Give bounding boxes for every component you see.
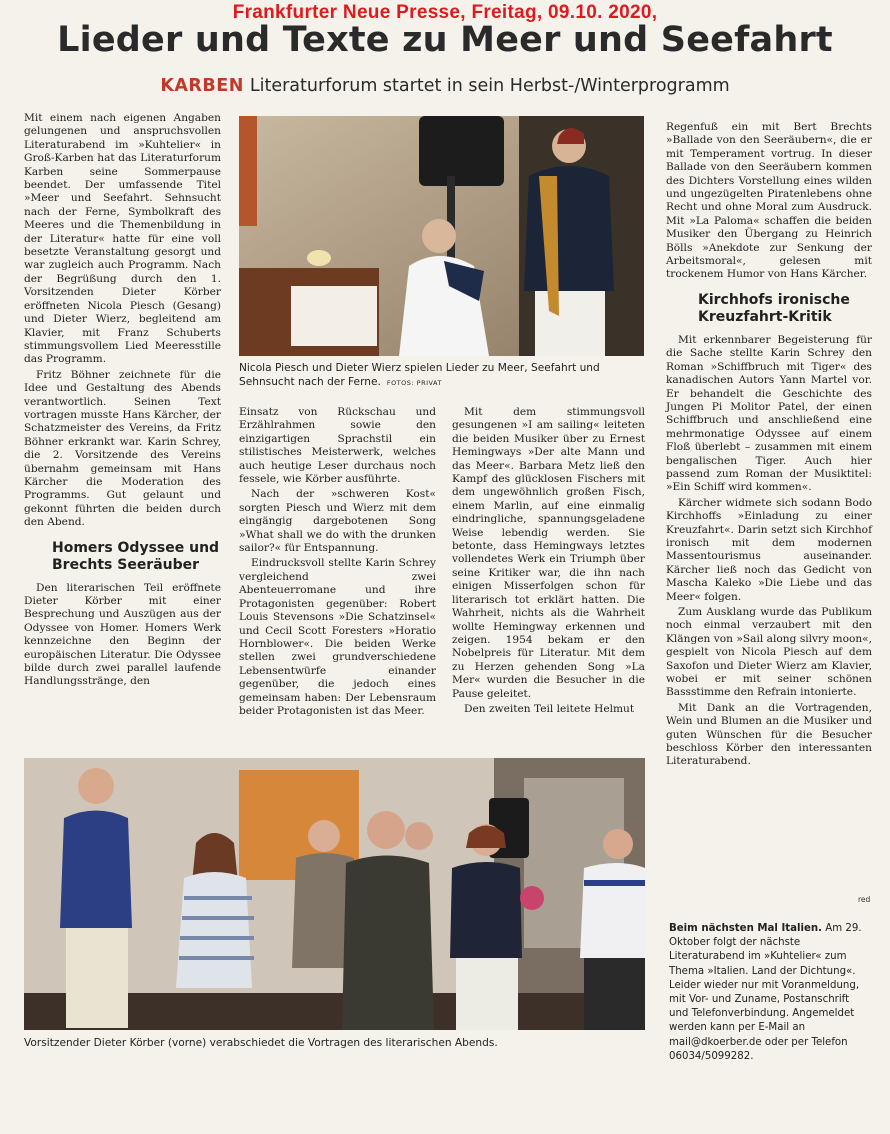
- paragraph: Nach der »schweren Kost« sorgten Piesch und Wierz mit dem eingängig dargebotenen Song »What shall we do with the drunken sailor?« für Entspannung.: [239, 488, 436, 555]
- column-3: [452, 406, 645, 746]
- photo-musicians-caption: [239, 361, 647, 390]
- kicker: KARBEN: [160, 76, 244, 96]
- paragraph: Fritz Böhner zeichnete für die Idee und Gestaltung des Abends verantwortlich. Seinen Text vortragen musste Hans Kärcher, der Schatzmeister des Vereins, da Fritz Böhner erkrankt war. Karin Schrey, die 2. Vorsitzende des Vereins übernahm gemeinsam mit Hans Kärcher die Moderation des Programms. Gut gelaunt und gekonnt führten die beiden durch den Abend.: [24, 368, 221, 529]
- column-2: [239, 406, 436, 746]
- photo-musicians: [239, 116, 644, 356]
- paragraph: Kärcher widmete sich sodann Bodo Kirchhoffs »Einladung zu einer Kreuzfahrt«. Darin setzt sich Kirchhof ironisch mit dem modernen Massentourismus auseinander. Kärcher ließ noch das Gedicht von Mascha Kaleko »Die Liebe und das Meer« folgen.: [666, 496, 872, 603]
- author-tag: red: [858, 895, 871, 904]
- paragraph: Regenfuß ein mit Bert Brechts »Ballade von den Seeräubern«, die er mit Temperament vortrug. In dieser Ballade von den Seeräubern kommen des Dichters Vorstellung eines wilden und ungezügelten Piratenlebens ohne Recht und ohne Moral zum Ausdruck. Mit »La Paloma« schaffen die beiden Musiker den Übergang zu Heinrich Bölls »Anekdote zur Senkung der Arbeitsmoral«, gelesen mit trockenem Humor von Hans Kärcher.: [666, 121, 872, 281]
- photo-group-caption: Vorsitzender Dieter Körber (vorne) verabschiedet die Vortragen des literarischen Abends.: [24, 1037, 498, 1049]
- column-1: [24, 112, 221, 754]
- subheadline: Literaturforum startet in sein Herbst-/Winterprogramm: [249, 76, 730, 96]
- headline: Lieder und Texte zu Meer und Seefahrt: [57, 20, 833, 60]
- paragraph: Eindrucksvoll stellte Karin Schrey vergleichend zwei Abenteuerromane und ihre Protagonisten gegenüber: Robert Louis Stevensons »Die Schatzinsel« und Cecil Scott Foresters »Horatio Hornblower«. Die beiden Werke stellen zwei grundverschiedene Lebensentwürfe einander gegenüber, die jedoch eines gemeinsam haben: Der Lebensraum beider Protagonisten ist das Meer.: [239, 557, 436, 717]
- photo-credit: FOTOS: PRIVAT: [386, 379, 442, 387]
- section-heading: Kirchhofs ironische Kreuzfahrt-Kritik: [698, 291, 850, 325]
- paragraph: Den literarischen Teil eröffnete Dieter Körber mit einer Besprechung und Auszügen aus der Odyssee von Homer. Homers Werk kennzeichne den Beginn der europäischen Literatur. Die Odyssee bilde durch zwei parallel laufende Handlungsstränge, den: [24, 581, 221, 688]
- paragraph: Mit einem nach eigenen Angaben gelungenen und anspruchsvollen Literaturabend im »Kuhtelier« in Groß-Karben hat das Literaturforum Karben seine Sommerpause beendet. Der umfassende Titel »Meer und Seefahrt. Sehnsucht nach der Ferne, Symbolkraft des Meeres und die Themenbildung in der Literatur« hatte für eine voll besetzte Veranstaltung gesorgt und war zugleich auch Programm. Nach der Begrüßung durch den 1. Vorsitzenden Dieter Körber eröffneten Nicola Piesch (Gesang) und Dieter Wierz, begleitend am Klavier, mit Franz Schuberts stimmungsvollem Lied Meeresstille das Programm.: [24, 112, 221, 366]
- source-line: Frankfurter Neue Presse, Freitag, 09.10. 2020,: [232, 2, 658, 23]
- photo-group: [24, 758, 645, 1030]
- paragraph: Einsatz von Rückschau und Erzählrahmen sowie den einzigartigen Sprachstil ein stilistisches Meisterwerk, welches auch heutige Leser durchaus noch fessele, wie Körber ausführte.: [239, 406, 436, 486]
- column-4: [666, 121, 872, 916]
- paragraph: Mit erkennbarer Begeisterung für die Sache stellte Karin Schrey den Roman »Schiffbruch mit Tiger« des kanadischen Autors Yann Martel vor. Er behandelt die Geschichte des Jungen Pi Molitor Patel, der einen Schiffbruch und anschließend eine mehrmonatige Odyssee auf einem Floß überlebt – zusammen mit einem bengalischen Tiger. Auch hier passend zum Roman der Musiktitel: »Ein Schiff wird kommen«.: [666, 333, 872, 494]
- infobox: [669, 922, 867, 1064]
- paragraph: Mit dem stimmungsvoll gesungenen »I am sailing« leiteten die beiden Musiker über zu Ernest Hemingways »Der alte Mann und das Meer«. Barbara Metz ließ den Kampf des glücklosen Fischers mit dem ungewöhnlich großen Fisch, einem Marlin, auf eine einmalig eindringliche, spannungsgeladene Weise lebendig werden. Sie betonte, dass Hemingways letztes vollendetes Werk ein Triumph über seine Kritiker war, die ihn nach einigen Misserfolgen schon für literarisch tot erklärt hatten. Die Wahrheit, nichts als die Wahrheit wollte Hemingway erkennen und zeigen. 1954 bekam er den Nobelpreis für Literatur. Mit dem zu Herzen gehenden Song »La Mer« wurden die Besucher in die Pause geleitet.: [452, 406, 645, 700]
- infobox-lead: Beim nächsten Mal Italien.: [669, 923, 822, 934]
- infobox-text: Am 29. Oktober folgt der nächste Literaturabend im »Kuhtelier« zum Thema »Italien. Land der Dichtung«. Leider wieder nur mit Voranmeldung, mit Vor- und Zuname, Postanschrift und Telefonverbindung. Angemeldet werden kann per E-Mail an mail@dkoerber.de oder per Telefon 06034/5099282.: [669, 923, 862, 1062]
- paragraph: Mit Dank an die Vortragenden, Wein und Blumen an die Musiker und guten Wünschen für die Besucher beschloss Körber den interessanten Literaturabend.: [666, 701, 872, 768]
- caption-text: Nicola Piesch und Dieter Wierz spielen Lieder zu Meer, Seefahrt und Sehnsucht nach der Ferne.: [239, 362, 600, 388]
- paragraph: Den zweiten Teil leitete Helmut: [464, 702, 635, 715]
- section-heading: Homers Odyssee und Brechts Seeräuber: [52, 539, 220, 573]
- paragraph: Zum Ausklang wurde das Publikum noch einmal verzaubert mit den Klängen von »Sail along silvry moon«, gespielt von Nicola Piesch auf dem Saxofon und Dieter Wierz am Klavier, wobei er mit seiner schönen Bassstimme den Refrain intonierte.: [666, 606, 872, 699]
- subheadline-row: [0, 76, 890, 96]
